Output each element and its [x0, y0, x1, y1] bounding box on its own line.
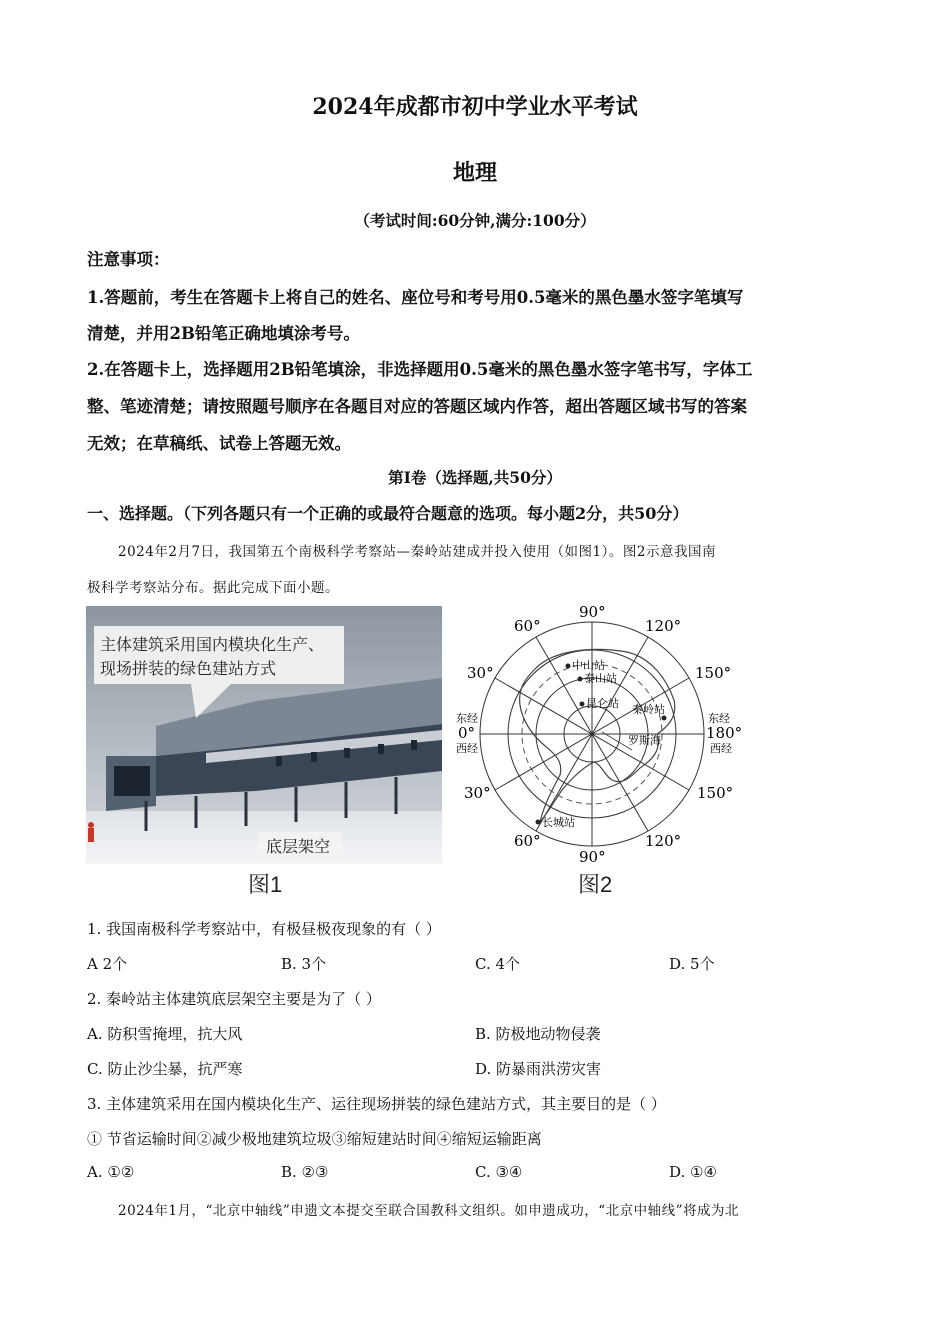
- q1-option-b[interactable]: B. 3个: [281, 955, 327, 973]
- station-kunlun: 昆仑站: [586, 697, 619, 710]
- deg-lr: 150°: [697, 784, 734, 802]
- stem-text: 2024年2月7日，我国第五个南极科学考察站—秦岭站建成并投入使用（如图1）。图2示意我国南: [118, 544, 716, 560]
- time-info: （考试时间:60分钟,满分:100分）: [354, 211, 596, 230]
- east-right: 东经: [708, 712, 730, 725]
- notice-line: 2.在答题卡上，选择题用2B铅笔填涂，非选择题用0.5毫米的黑色墨水签字笔书写，字体工: [87, 360, 753, 379]
- deg-ur: 150°: [695, 664, 732, 682]
- deg-left: 0°: [458, 724, 476, 742]
- q3-option-d[interactable]: D. ①④: [669, 1163, 717, 1181]
- figure-1-photo: [86, 606, 442, 864]
- sea-label: 罗斯海: [628, 734, 661, 747]
- station-changcheng: 长城站: [542, 816, 575, 829]
- stem-text: 2024年1月，“北京中轴线”申遗文本提交至联合国教科文组织。如申遗成功，“北京中轴线”将成为北: [118, 1203, 740, 1219]
- deg-bl: 60°: [514, 832, 541, 850]
- deg-tr: 120°: [645, 617, 682, 635]
- volume-heading: 第Ⅰ卷（选择题,共50分）: [388, 468, 562, 487]
- q1-option-c[interactable]: C. 4个: [475, 955, 521, 973]
- q3-option-c[interactable]: C. ③④: [475, 1163, 523, 1181]
- notice-line: 1.答题前，考生在答题卡上将自己的姓名、座位号和考号用0.5毫米的黑色墨水签字笔填写: [87, 288, 744, 307]
- question-2-stem: 2. 秦岭站主体建筑底层架空主要是为了（ ）: [87, 990, 381, 1008]
- callout-line: 主体建筑采用国内模块化生产、: [100, 635, 325, 654]
- q2-option-d[interactable]: D. 防暴雨洪涝灾害: [475, 1060, 602, 1078]
- deg-top: 90°: [579, 603, 606, 621]
- figure-1-caption: 图1: [248, 872, 283, 897]
- west-left: 西经: [456, 742, 478, 755]
- question-3-stem: 3. 主体建筑采用在国内模块化生产、运往现场拼装的绿色建站方式，其主要目的是（ ）: [87, 1095, 666, 1113]
- question-1-stem: 1. 我国南极科学考察站中，有极昼极夜现象的有（ ）: [87, 920, 441, 938]
- q3-option-a[interactable]: A. ①②: [87, 1163, 135, 1181]
- q3-option-b[interactable]: B. ②③: [281, 1163, 329, 1181]
- deg-right: 180°: [706, 724, 743, 742]
- q1-option-d[interactable]: D. 5个: [669, 955, 715, 973]
- subject-title: 地理: [452, 160, 497, 186]
- west-right: 西经: [710, 742, 732, 755]
- station-taishan: 泰山站: [584, 672, 617, 685]
- stem-text: 极科学考察站分布。据此完成下面小题。: [87, 580, 339, 596]
- deg-tl: 60°: [514, 617, 541, 635]
- station-zhongshan: 中山站: [572, 659, 605, 672]
- notice-line: 清楚，并用2B铅笔正确地填涂考号。: [87, 324, 360, 343]
- question-3-sub: ① 节省运输时间②减少极地建筑垃圾③缩短建站时间④缩短运输距离: [87, 1130, 542, 1148]
- callout-line: 现场拼装的绿色建站方式: [100, 659, 277, 678]
- q2-option-a[interactable]: A. 防积雪掩埋，抗大风: [87, 1025, 243, 1043]
- part-heading: 一、选择题。（下列各题只有一个正确的或最符合题意的选项。每小题2分，共50分）: [87, 504, 689, 523]
- figure-2-map: [452, 600, 752, 865]
- q1-option-a[interactable]: A 2个: [87, 955, 128, 973]
- figure-2-caption: 图2: [578, 872, 613, 897]
- exam-title: 2024年成都市初中学业水平考试: [312, 94, 638, 120]
- q2-option-b[interactable]: B. 防极地动物侵袭: [475, 1025, 601, 1043]
- east-left: 东经: [456, 712, 478, 725]
- q2-option-c[interactable]: C. 防止沙尘暴，抗严寒: [87, 1060, 243, 1078]
- deg-ul: 30°: [467, 664, 494, 682]
- notice-line: 整、笔迹清楚；请按照题号顺序在各题目对应的答题区域内作答，超出答题区域书写的答案: [87, 397, 747, 416]
- station-qinling: 秦岭站: [632, 703, 665, 716]
- notice-heading: 注意事项：: [87, 250, 170, 269]
- deg-br: 120°: [645, 832, 682, 850]
- notice-line: 无效；在草稿纸、试卷上答题无效。: [87, 434, 351, 453]
- label-bottom: 底层架空: [266, 837, 331, 856]
- deg-ll: 30°: [464, 784, 491, 802]
- deg-bottom: 90°: [579, 848, 606, 865]
